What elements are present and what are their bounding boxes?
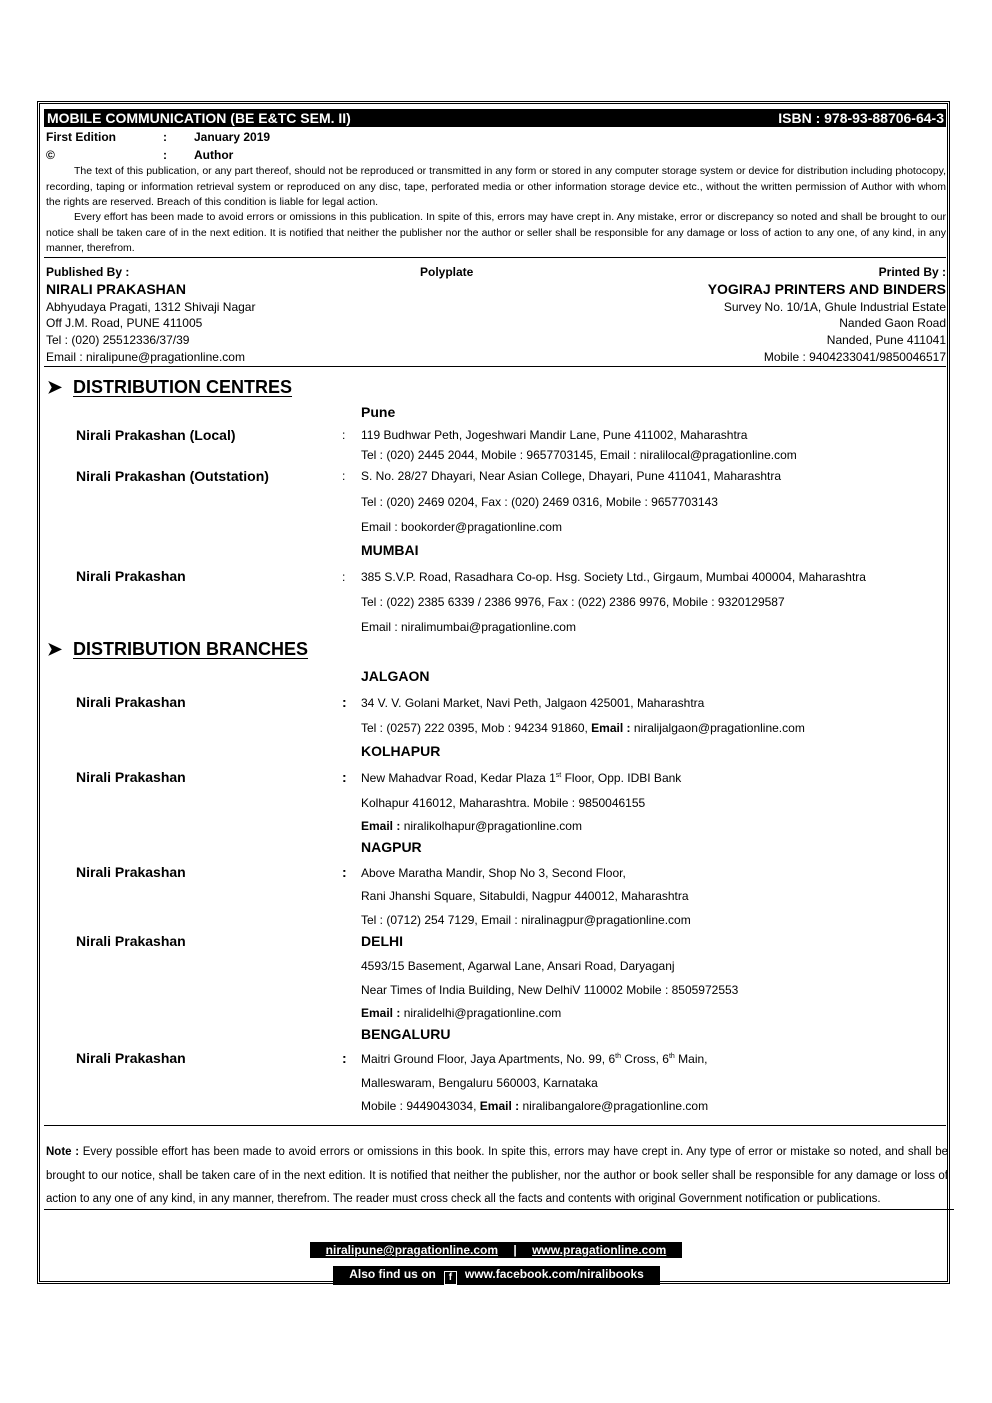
printer-label: Printed By : <box>878 265 946 279</box>
footer-separator: | <box>513 1243 517 1257</box>
address-line: Tel : (0257) 222 0395, Mob : 94234 91860, Email : niralijalgaon@pragationline.com <box>361 721 805 735</box>
publisher-address-1: Abhyudaya Pragati, 1312 Shivaji Nagar <box>46 300 256 314</box>
address-line: Email : niralikolhapur@pragationline.com <box>361 819 582 833</box>
address-line: 34 V. V. Golani Market, Navi Peth, Jalgaon 425001, Maharashtra <box>361 696 705 710</box>
address-line: Mobile : 9449043034, Email : niralibangalore@pragationline.com <box>361 1099 709 1113</box>
branch-name: Nirali Prakashan <box>76 568 186 584</box>
arrow-bullet-icon: ➤ <box>47 639 63 659</box>
colon: : <box>342 769 347 785</box>
header-bar <box>44 109 946 127</box>
address-line: 4593/15 Basement, Agarwal Lane, Ansari Road, Daryaganj <box>361 959 675 973</box>
colon: : <box>342 469 346 483</box>
footer-social-bar <box>333 1266 660 1285</box>
address-line: New Mahadvar Road, Kedar Plaza 1st Floor, Opp. IDBI Bank <box>361 771 682 785</box>
printer-mobile: Mobile : 9404233041/9850046517 <box>763 350 946 364</box>
branch-name: Nirali Prakashan (Local) <box>76 427 236 443</box>
distribution-centres-heading: ➤ DISTRIBUTION CENTRES <box>47 377 293 397</box>
colon: : <box>342 428 346 442</box>
copyright-value: Author <box>194 148 234 162</box>
address-line: Near Times of India Building, New DelhiV 110002 Mobile : 8505972553 <box>361 983 739 997</box>
facebook-icon[interactable]: f <box>444 1271 457 1285</box>
publisher-address-2: Off J.M. Road, PUNE 411005 <box>46 316 203 330</box>
edition-label: First Edition <box>46 130 116 144</box>
publisher-phone: Tel : (020) 25512336/37/39 <box>46 333 190 347</box>
divider <box>44 257 946 258</box>
address-line: Maitri Ground Floor, Jaya Apartments, No. 99, 6th Cross, 6th Main, <box>361 1052 708 1066</box>
printer-address-1: Survey No. 10/1A, Ghule Industrial Estate <box>723 300 946 314</box>
branch-name: Nirali Prakashan <box>76 1050 186 1066</box>
disclaimer-notice: Every effort has been made to avoid errors or omissions in this publication. In spite of this, errors may have crept in. Any mistake, error or discrepancy so noted and shall be brought to our notice shall be taken care of in the next edition. It is notified that neither the publisher nor the author or seller shall be responsible for any damage or loss of action to any one, of any kind, in any manner, therefrom. <box>46 211 946 254</box>
distribution-branches-heading: ➤ DISTRIBUTION BRANCHES <box>47 639 309 659</box>
divider <box>44 366 946 367</box>
divider <box>44 1125 946 1126</box>
footer-facebook-link[interactable]: www.facebook.com/niralibooks <box>464 1267 644 1281</box>
city-delhi: DELHI <box>361 933 403 949</box>
city-nagpur: NAGPUR <box>361 839 422 855</box>
publisher-email: Email : niralipune@pragationline.com <box>46 350 245 364</box>
isbn: ISBN : 978-93-88706-64-3 <box>778 110 944 126</box>
book-title: MOBILE COMMUNICATION (BE E&TC SEM. II) <box>47 110 351 126</box>
printer-name: YOGIRAJ PRINTERS AND BINDERS <box>707 281 946 297</box>
arrow-bullet-icon: ➤ <box>47 377 63 397</box>
edition-colon: : <box>163 130 167 144</box>
branch-name: Nirali Prakashan <box>76 769 186 785</box>
address-line: Tel : (020) 2445 2044, Mobile : 9657703145, Email : niralilocal@pragationline.com <box>361 448 797 462</box>
polyplate: Polyplate <box>420 265 474 279</box>
copyright-colon: : <box>163 148 167 162</box>
printer-address-3: Nanded, Pune 411041 <box>826 333 946 347</box>
city-bengaluru: BENGALURU <box>361 1026 451 1042</box>
address-line: S. No. 28/27 Dhayari, Near Asian College, Dhayari, Pune 411041, Maharashtra <box>361 469 782 483</box>
publisher-name: NIRALI PRAKASHAN <box>46 281 186 297</box>
city-jalgaon: JALGAON <box>361 668 430 684</box>
address-line: Tel : (020) 2469 0204, Fax : (020) 2469 0316, Mobile : 9657703143 <box>361 495 718 509</box>
branch-name: Nirali Prakashan (Outstation) <box>76 468 269 484</box>
address-line: Email : niralimumbai@pragationline.com <box>361 620 576 634</box>
address-line: Above Maratha Mandir, Shop No 3, Second Floor, <box>361 866 626 880</box>
colon: : <box>342 570 346 584</box>
colon: : <box>342 694 347 710</box>
branch-name: Nirali Prakashan <box>76 933 186 949</box>
address-line: 385 S.V.P. Road, Rasadhara Co-op. Hsg. Society Ltd., Girgaum, Mumbai 400004, Maharashtra <box>361 570 866 584</box>
copyright-label: © <box>46 148 55 162</box>
footer-website-link[interactable]: www.pragationline.com <box>532 1243 667 1257</box>
branch-name: Nirali Prakashan <box>76 694 186 710</box>
colon: : <box>342 864 347 880</box>
publisher-label: Published By : <box>46 265 130 279</box>
branch-name: Nirali Prakashan <box>76 864 186 880</box>
copyright-notice: The text of this publication, or any part thereof, should not be reproduced or transmitted in any form or stored in any computer storage system or device for distribution including photocopy, recording, taping or information retrieval system or reproduced on any disc, tape, perforated media or other information storage device etc., without the written permission of Author with whom the rights are reserved. Breach of this condition is liable for legal action. <box>46 165 946 208</box>
footer-find-us: Also find us on <box>349 1267 436 1281</box>
address-line: 119 Budhwar Peth, Jogeshwari Mandir Lane, Pune 411002, Maharashtra <box>361 428 748 442</box>
printer-address-2: Nanded Gaon Road <box>839 316 946 330</box>
divider <box>44 1209 954 1210</box>
colon: : <box>342 1050 347 1066</box>
address-line: Email : bookorder@pragationline.com <box>361 520 562 534</box>
footer-email-link[interactable]: niralipune@pragationline.com <box>325 1243 499 1257</box>
address-line: Malleswaram, Bengaluru 560003, Karnataka <box>361 1076 598 1090</box>
city-mumbai: MUMBAI <box>361 542 419 558</box>
city-kolhapur: KOLHAPUR <box>361 743 441 759</box>
address-line: Tel : (0712) 254 7129, Email : niralinagpur@pragationline.com <box>361 913 691 927</box>
address-line: Rani Jhanshi Square, Sitabuldi, Nagpur 440012, Maharashtra <box>361 889 689 903</box>
note-text: Note : Every possible effort has been made to avoid errors or omissions in this book. In spite this, errors may have crept in. Any type of error or mistake so noted, and shall be brought to our notice, shall be taken care of in the next edition. It is notified that neither the publisher, nor the author or book seller shall be responsible for any damage or loss of action to any one of any kind, in any manner, therefrom. The reader must cross check all the facts and contents with original Government notification or publications. <box>46 1146 948 1205</box>
edition-value: January 2019 <box>194 130 271 144</box>
address-line: Kolhapur 416012, Maharashtra. Mobile : 9850046155 <box>361 796 646 810</box>
city-pune: Pune <box>361 404 396 420</box>
address-line: Email : niralidelhi@pragationline.com <box>361 1006 562 1020</box>
footer-contact-bar <box>310 1242 682 1258</box>
address-line: Tel : (022) 2385 6339 / 2386 9976, Fax : (022) 2386 9976, Mobile : 9320129587 <box>361 595 785 609</box>
